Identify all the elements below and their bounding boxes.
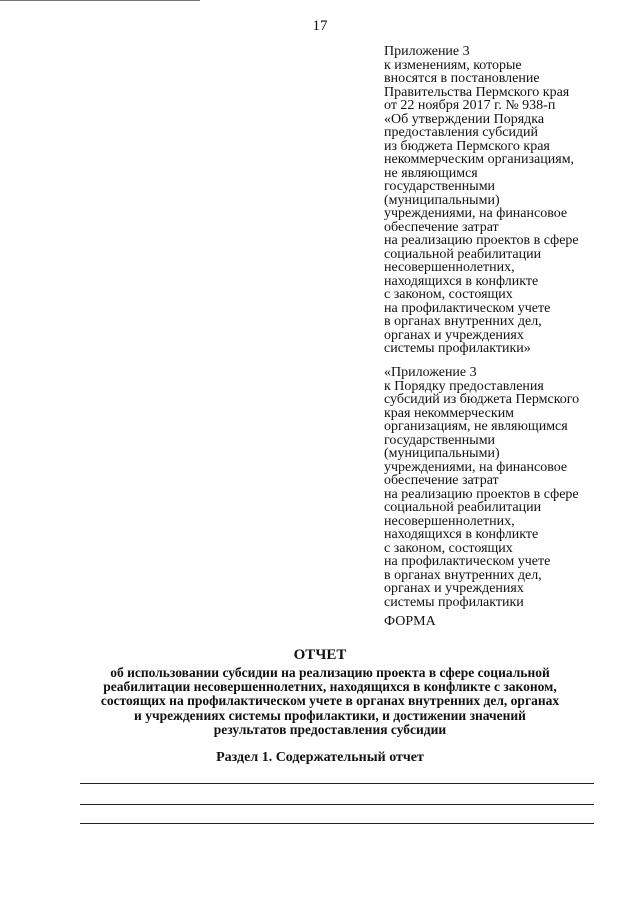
appendix-line: несовершеннолетних, [384, 260, 515, 275]
appendix-line: на профилактическом учете [384, 554, 551, 569]
blank-fill-line [80, 804, 594, 805]
appendix-line: (муниципальными) [384, 446, 500, 461]
appendix-line: в органах внутренних дел, [384, 567, 542, 583]
appendix-line: системы профилактики» [384, 341, 531, 356]
appendix-line: социальной реабилитации [384, 500, 542, 515]
appendix-line: к изменениям, которые [384, 57, 522, 73]
appendix-line: обеспечение затрат [384, 219, 499, 235]
appendix-line: системы профилактики [384, 594, 524, 610]
subtitle-line: состоящих на профилактическом учете в органах внутренних дел, органах [100, 693, 560, 709]
blank-fill-line [80, 823, 594, 824]
appendix-amendment-header [384, 45, 640, 356]
appendix-line: к Порядку предоставления [384, 378, 544, 394]
appendix-line: государственными [384, 432, 496, 448]
appendix-line: не являющимся [384, 165, 478, 181]
appendix-line: на реализацию проектов в сфере [384, 233, 579, 248]
report-subtitle [60, 666, 600, 737]
appendix-line: социальной реабилитации [384, 246, 542, 262]
appendix-line: на реализацию проектов в сфере [384, 486, 579, 502]
appendix-line: от 22 ноября 2017 г. № 938-п [384, 98, 556, 113]
appendix-line: организациям, не являющимся [384, 419, 568, 434]
appendix-line: некоммерческим организациям, [384, 152, 575, 167]
report-title: ОТЧЕТ [293, 647, 347, 663]
appendix-order-header [384, 366, 640, 609]
section-title: Раздел 1. Содержательный отчет [216, 750, 424, 765]
appendix-line: края некоммерческим [384, 405, 515, 421]
appendix-line: обеспечение затрат [384, 473, 499, 488]
appendix-line: Правительства Пермского края [384, 84, 570, 100]
appendix-line: с законом, состоящих [384, 287, 513, 302]
appendix-line: «Приложение 3 [384, 365, 477, 380]
appendix-line: Приложение 3 [384, 44, 470, 59]
appendix-line: государственными [384, 179, 496, 194]
page-number: 17 [312, 18, 328, 34]
appendix-line: «Об утверждении Порядка [384, 111, 545, 127]
appendix-line: на профилактическом учете [384, 300, 551, 316]
subtitle-line: результатов предоставления субсидии [213, 721, 447, 737]
appendix-line: в органах внутренних дел, [384, 314, 542, 329]
subtitle-line: об использовании субсидии на реализацию проекта в сфере социальной [110, 665, 550, 680]
appendix-line: органах и учреждениях [384, 327, 524, 343]
subtitle-line: реабилитации несовершеннолетних, находящихся в конфликте с законом, [103, 679, 557, 695]
appendix-line: с законом, состоящих [384, 540, 513, 556]
scan-edge-mark [0, 0, 200, 1]
appendix-line: учреждениями, на финансовое [384, 459, 568, 475]
appendix-line: несовершеннолетних, [384, 513, 515, 529]
form-label: ФОРМА [384, 614, 436, 629]
appendix-line: находящихся в конфликте [384, 527, 539, 542]
appendix-line: (муниципальными) [384, 192, 500, 208]
appendix-line: вносятся в постановление [384, 71, 540, 86]
appendix-line: субсидий из бюджета Пермского [384, 392, 580, 407]
appendix-line: органах и учреждениях [384, 581, 524, 596]
blank-fill-line [80, 783, 594, 784]
appendix-line: из бюджета Пермского края [384, 138, 550, 154]
appendix-line: находящихся в конфликте [384, 273, 539, 289]
subtitle-line: и учреждениях системы профилактики, и достижении значений [134, 707, 526, 723]
appendix-line: предоставления субсидий [384, 125, 539, 140]
appendix-line: учреждениями, на финансовое [384, 206, 568, 221]
